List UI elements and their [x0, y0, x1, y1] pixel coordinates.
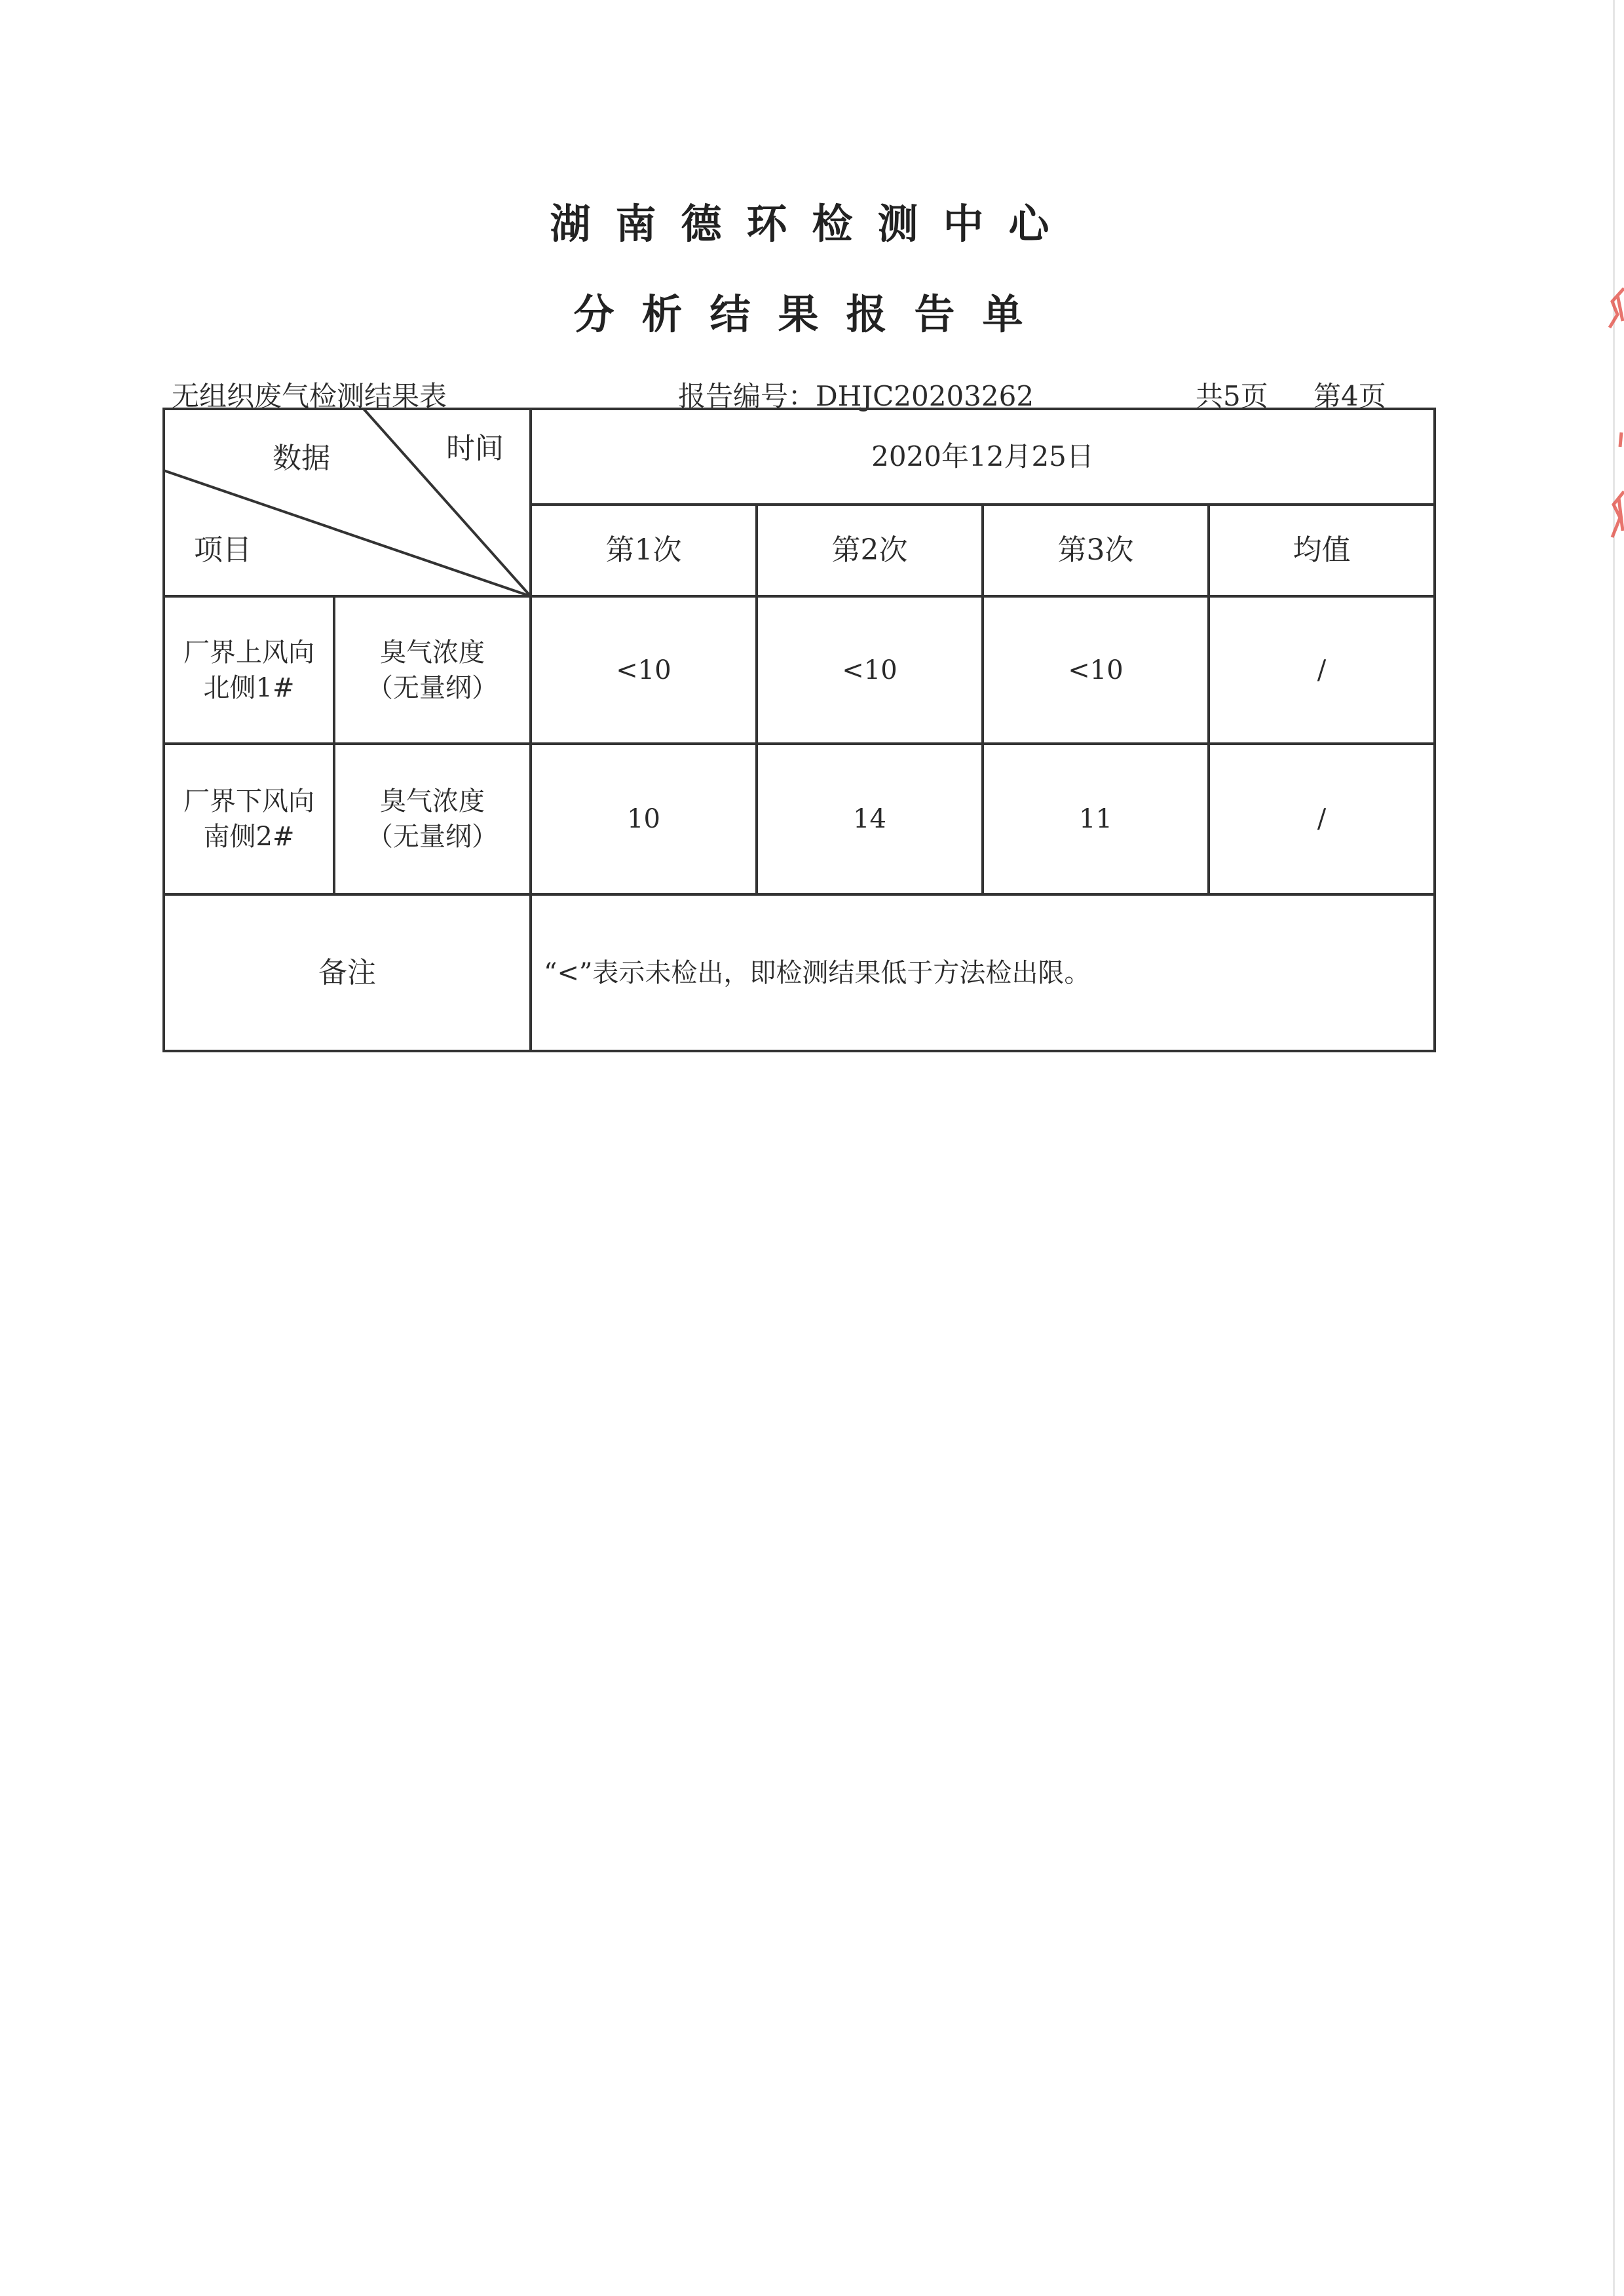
row1-param-line1: 臭气浓度	[380, 637, 485, 668]
seal-stamp-fragment	[1598, 275, 1624, 616]
row1-parameter	[334, 596, 531, 744]
row2-param-line2: （无量纲）	[367, 822, 498, 852]
total-pages: 共5页	[1196, 380, 1268, 412]
row2-location-line1: 厂界下风向	[183, 786, 314, 816]
row1-value-3: <10	[1068, 655, 1124, 685]
col-header-1: 第1次	[605, 533, 682, 567]
org-title: 湖南德环检测中心	[550, 200, 1074, 248]
row2-value-3: 11	[1079, 804, 1112, 834]
row1-location-line1: 厂界上风向	[183, 637, 314, 668]
row1-param-line2: （无量纲）	[367, 672, 498, 703]
report-number: 报告编号：DHJC20203262	[678, 380, 1034, 412]
row1-value-2: <10	[842, 655, 897, 685]
document-title: 分析结果报告单	[573, 290, 1051, 338]
col-header-2: 第2次	[831, 533, 908, 567]
row1-average: /	[1317, 655, 1327, 685]
page-number: 第4页	[1313, 380, 1386, 412]
col-header-3: 第3次	[1057, 533, 1134, 567]
row1-value-1: <10	[616, 655, 671, 685]
row2-value-1: 10	[627, 804, 660, 834]
remark-text: “<”表示未检出，即检测结果低于方法检出限。	[544, 957, 1091, 988]
row2-param-line1: 臭气浓度	[380, 786, 485, 816]
row2-location-line2: 南侧2#	[203, 822, 295, 852]
row1-location-line2: 北侧1#	[203, 672, 295, 703]
corner-item-label: 项目	[194, 533, 252, 567]
remark-label: 备注	[318, 955, 376, 989]
table-name: 无组织废气检测结果表	[172, 380, 447, 412]
corner-data-label: 数据	[273, 442, 330, 475]
row2-parameter	[334, 744, 531, 894]
row2-average: /	[1317, 804, 1327, 834]
row2-location	[164, 744, 334, 894]
row1-location	[164, 596, 334, 744]
col-header-average: 均值	[1293, 533, 1351, 567]
date-header: 2020年12月25日	[871, 440, 1094, 472]
corner-time-label: 时间	[446, 432, 504, 465]
row2-value-2: 14	[853, 804, 886, 834]
